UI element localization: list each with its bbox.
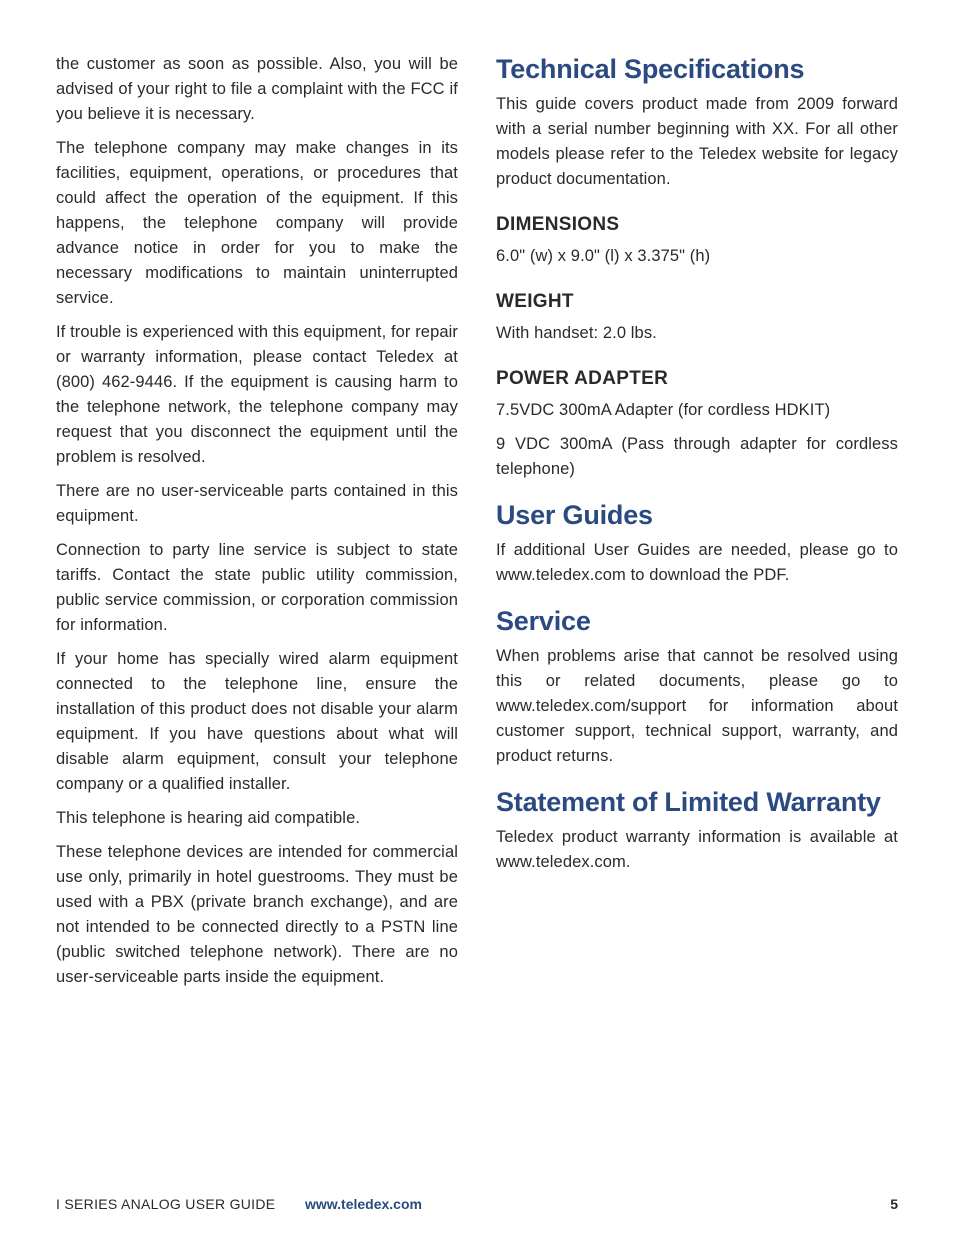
- power-adapter-value-1: 7.5VDC 300mA Adapter (for cordless HDKIT): [496, 401, 831, 419]
- power-adapter-heading: POWER ADAPTER: [496, 368, 669, 389]
- footer-guide-title: I SERIES ANALOG USER GUIDE: [56, 1196, 276, 1212]
- user-guides-text: If additional User Guides are needed, please go to www.teledex.com to download the PDF.: [496, 541, 898, 584]
- page-number: 5: [890, 1196, 898, 1212]
- paragraph-alarm-equipment: If your home has specially wired alarm equipment connected to the telephone line, ensure the installation of this product does not disable your alarm equipment. If you have questions about what will disable alarm equipment, consult your telephone company or a qualified installer.: [56, 650, 458, 793]
- paragraph-telco-changes: The telephone company may make changes in its facilities, equipment, operations, or procedures that could affect the operation of the equipment. If this happens, the telephone company will provide advance notice in order for you to make the necessary modifications to maintain uninterrupted service.: [56, 139, 458, 307]
- weight-heading: WEIGHT: [496, 291, 574, 312]
- technical-specifications-intro: This guide covers product made from 2009 forward with a serial number beginning with XX. For all other models please refer to the Teledex website for legacy product documentation.: [496, 95, 898, 188]
- dimensions-value: 6.0" (w) x 9.0" (l) x 3.375" (h): [496, 247, 711, 265]
- paragraph-fcc-complaint: the customer as soon as possible. Also, you will be advised of your right to file a complaint with the FCC if you believe it is necessary.: [56, 55, 458, 123]
- weight-value: With handset: 2.0 lbs.: [496, 324, 657, 342]
- paragraph-commercial-use: These telephone devices are intended for commercial use only, primarily in hotel guestrooms. They must be used with a PBX (private branch exchange), and are not intended to be connected directly to a PSTN line (public switched telephone network). There are no user-serviceable parts inside the equipment.: [56, 843, 458, 986]
- right-column: [496, 52, 898, 884]
- warranty-text: Teledex product warranty information is available at www.teledex.com.: [496, 828, 898, 871]
- technical-specifications-heading: Technical Specifications: [496, 54, 805, 84]
- page-footer: [56, 1193, 898, 1215]
- warranty-heading: Statement of Limited Warranty: [496, 787, 881, 817]
- service-text: When problems arise that cannot be resolved using this or related documents, please go to www.teledex.com/support for information about customer support, technical support, warranty, and product returns.: [496, 647, 898, 765]
- paragraph-hearing-aid: This telephone is hearing aid compatible.: [56, 809, 361, 827]
- dimensions-heading: DIMENSIONS: [496, 214, 620, 235]
- user-guides-heading: User Guides: [496, 500, 653, 530]
- paragraph-trouble: If trouble is experienced with this equipment, for repair or warranty information, please contact Teledex at (800) 462-9446. If the equipment is causing harm to the telephone network, the telephone company may request that you disconnect the equipment until the problem is resolved.: [56, 323, 458, 466]
- paragraph-no-serviceable-parts: There are no user-serviceable parts contained in this equipment.: [56, 482, 458, 525]
- service-heading: Service: [496, 606, 591, 636]
- left-column: [56, 52, 458, 999]
- paragraph-party-line: Connection to party line service is subject to state tariffs. Contact the state public utility commission, public service commission, or corporation commission for information.: [56, 541, 458, 634]
- power-adapter-value-2: 9 VDC 300mA (Pass through adapter for cordless telephone): [496, 435, 898, 478]
- footer-website-link[interactable]: www.teledex.com: [305, 1196, 422, 1212]
